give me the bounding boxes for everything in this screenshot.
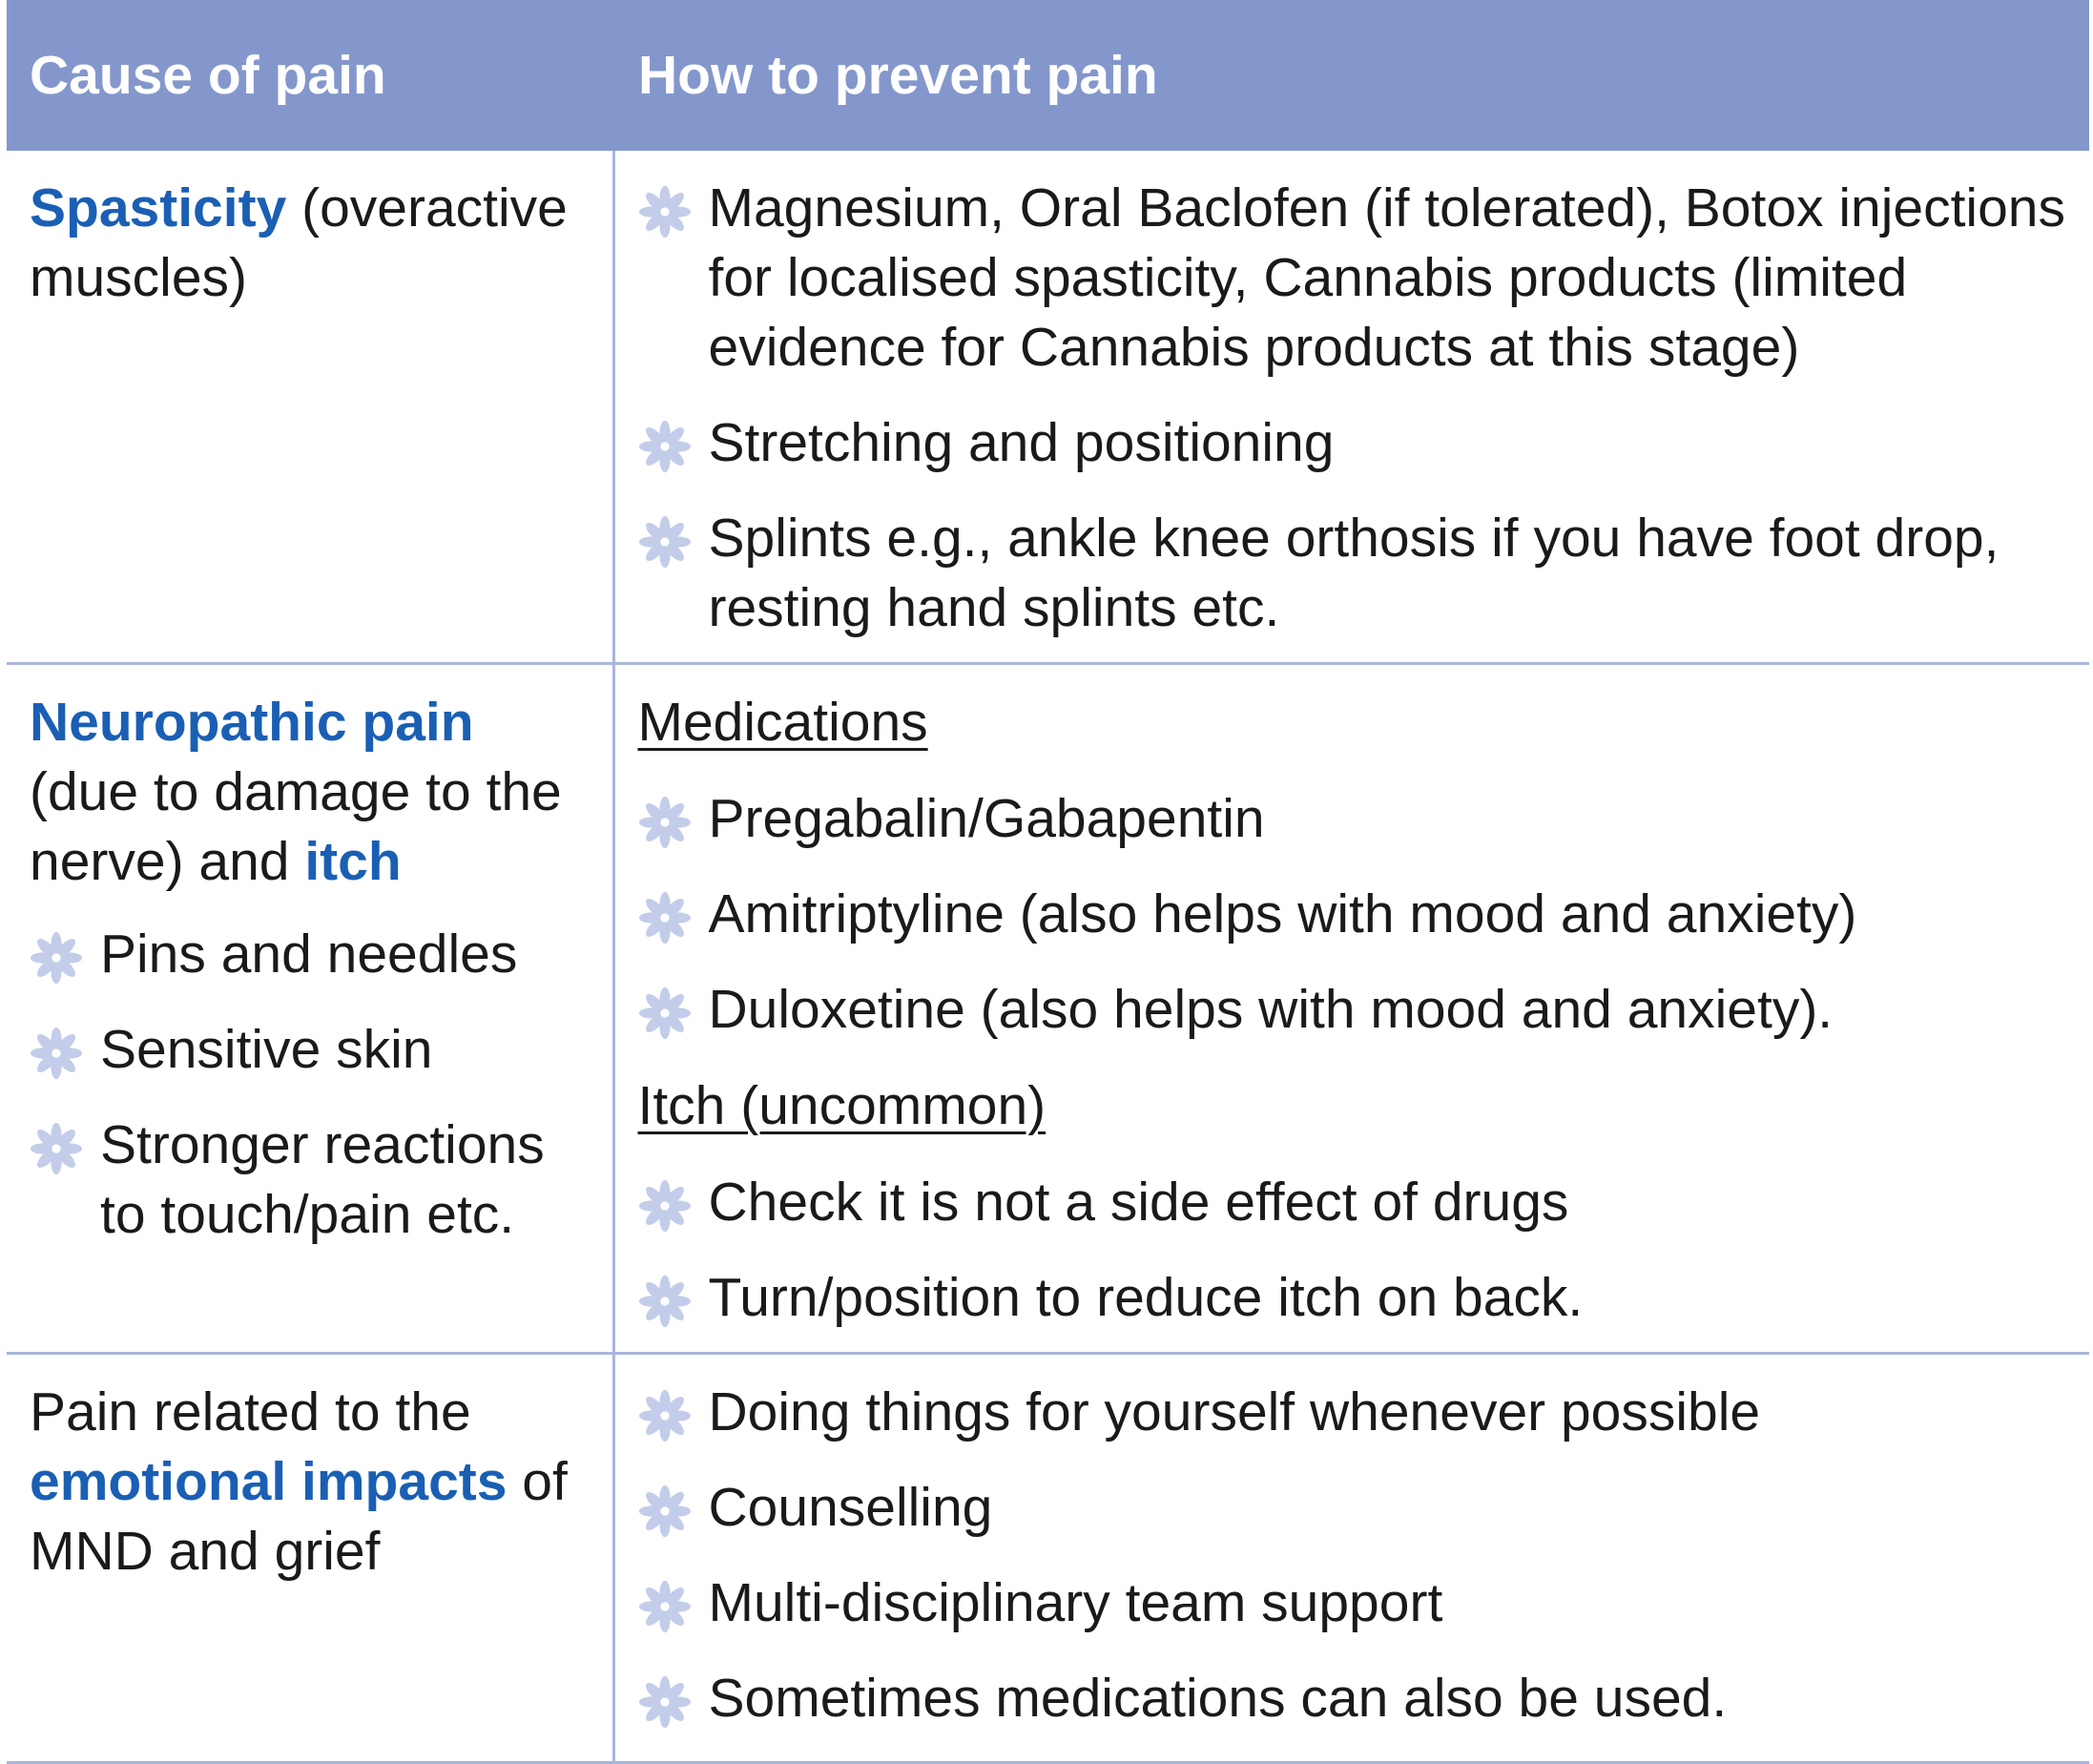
header-row — [7, 0, 2089, 151]
list-item — [638, 1664, 2067, 1733]
asterisk-flower-icon — [30, 1027, 83, 1080]
cause-text-emotional — [30, 1378, 591, 1587]
list-item — [30, 1110, 591, 1250]
list-item — [30, 920, 591, 989]
cause-cell-emotional — [7, 1354, 613, 1763]
cause-text-spasticity — [30, 174, 591, 313]
list-item — [638, 1168, 2067, 1237]
list-item-text: Pins and needles — [100, 924, 518, 985]
cause-cell-spasticity — [7, 151, 613, 664]
list-item-text: Stretching and positioning — [708, 412, 1335, 473]
list-item-text: Duloxetine (also helps with mood and anxiety). — [708, 979, 1834, 1040]
list-item — [30, 1015, 591, 1085]
list-item — [638, 1263, 2067, 1333]
list-item — [638, 408, 2067, 478]
list-item — [638, 784, 2067, 854]
cause-description: (overactive muscles) — [30, 177, 568, 308]
asterisk-flower-icon — [638, 1675, 692, 1729]
list-item-text: Magnesium, Oral Baclofen (if tolerated), Botox injections for localised spasticity, Cannabis products (limited evidence for Cannabis products at this stage) — [708, 177, 2065, 378]
list-item-text: Check it is not a side effect of drugs — [708, 1172, 1569, 1233]
prevent-cell-neuropathic — [613, 664, 2089, 1354]
prevent-cell-spasticity — [613, 151, 2089, 664]
list-item — [638, 1378, 2067, 1447]
prevent-list-medications — [638, 784, 2067, 1045]
asterisk-flower-icon — [30, 931, 83, 985]
table-row-neuropathic — [7, 664, 2089, 1354]
list-item — [638, 975, 2067, 1045]
asterisk-flower-icon — [638, 1484, 692, 1538]
asterisk-flower-icon — [638, 891, 692, 944]
list-item — [638, 1473, 2067, 1543]
asterisk-flower-icon — [638, 515, 692, 569]
asterisk-flower-icon — [30, 1122, 83, 1175]
asterisk-flower-icon — [638, 796, 692, 849]
symptom-list — [30, 920, 591, 1250]
cause-highlight: Spasticity — [30, 177, 287, 239]
prevent-column-header: How to prevent pain — [613, 0, 2089, 151]
list-item — [638, 1568, 2067, 1638]
cause-text-neuropathic — [30, 688, 591, 897]
list-item-text: Doing things for yourself whenever possible — [708, 1381, 1761, 1442]
prevent-list-spasticity — [638, 174, 2067, 643]
asterisk-flower-icon — [638, 986, 692, 1040]
asterisk-flower-icon — [638, 1389, 692, 1442]
list-item-text: Amitriptyline (also helps with mood and anxiety) — [708, 883, 1857, 944]
list-item-text: Sensitive skin — [100, 1019, 433, 1080]
cause-column-header: Cause of pain — [7, 0, 613, 151]
table-header — [7, 0, 2089, 151]
list-item-text: Turn/position to reduce itch on back. — [708, 1267, 1584, 1328]
list-item-text: Pregabalin/Gabapentin — [708, 788, 1265, 849]
cause-highlight-itch: itch — [304, 831, 402, 892]
table-row-spasticity — [7, 151, 2089, 664]
list-item-text: Multi-disciplinary team support — [708, 1572, 1443, 1633]
list-item-text: Stronger reactions to touch/pain etc. — [100, 1114, 545, 1245]
prevent-cell-emotional — [613, 1354, 2089, 1763]
list-item — [638, 504, 2067, 643]
section-heading-itch: Itch (uncommon) — [637, 1075, 1046, 1136]
list-item-text: Splints e.g., ankle knee orthosis if you have foot drop, resting hand splints etc. — [708, 508, 2000, 638]
asterisk-flower-icon — [638, 185, 692, 239]
cause-highlight: emotional impacts — [30, 1451, 508, 1512]
cause-description-after: of MND and grief — [30, 1451, 568, 1582]
list-item — [638, 174, 2067, 383]
table-row-emotional — [7, 1354, 2089, 1763]
list-item — [638, 880, 2067, 949]
pain-prevention-table — [7, 0, 2089, 1764]
asterisk-flower-icon — [638, 1275, 692, 1328]
cause-description-before: Pain related to the — [30, 1381, 471, 1442]
asterisk-flower-icon — [638, 1179, 692, 1233]
section-heading-medications: Medications — [637, 692, 928, 753]
asterisk-flower-icon — [638, 420, 692, 473]
cause-description: (due to damage to the nerve) and — [30, 761, 562, 892]
prevent-list-itch — [638, 1168, 2067, 1333]
cause-cell-neuropathic — [7, 664, 613, 1354]
cause-highlight: Neuropathic pain — [30, 692, 474, 753]
list-item-text: Sometimes medications can also be used. — [708, 1668, 1728, 1729]
prevent-list-emotional — [638, 1378, 2067, 1733]
list-item-text: Counselling — [708, 1477, 993, 1538]
asterisk-flower-icon — [638, 1580, 692, 1633]
